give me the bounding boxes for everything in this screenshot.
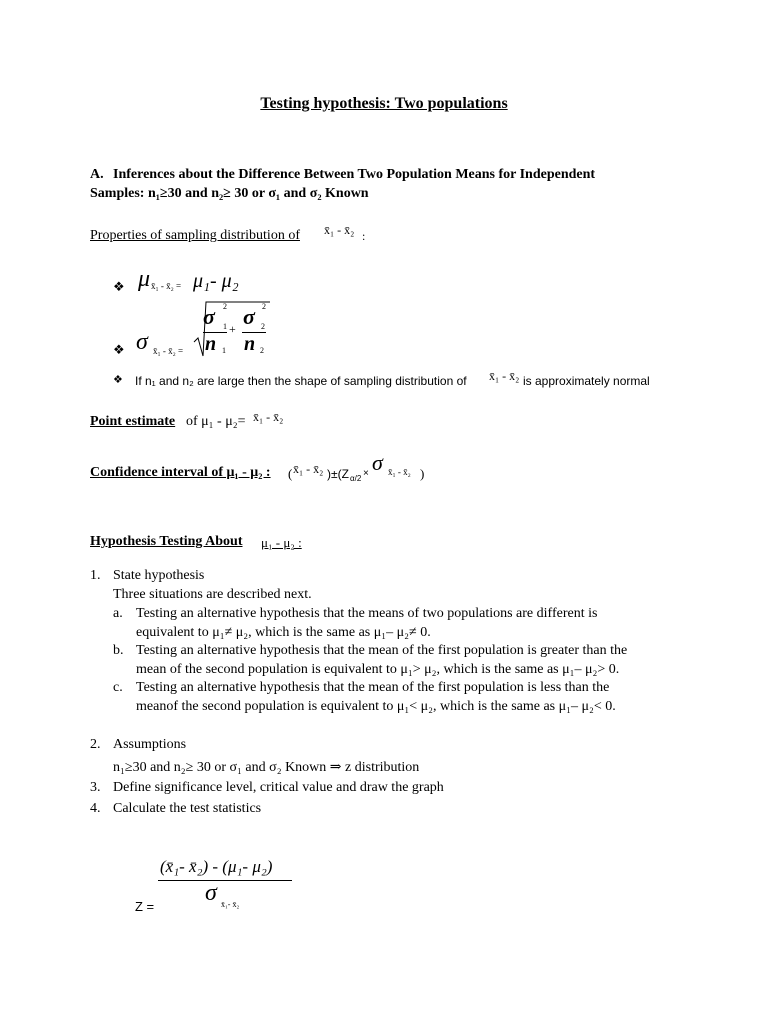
bullet-icon: ❖	[113, 279, 125, 294]
confidence-pm: )±(Z	[327, 467, 349, 481]
sigma-num2: σ	[243, 304, 255, 329]
confidence-close: )	[420, 466, 425, 481]
mean-formula-sub: x̄₁ - x̄₂ =	[151, 281, 182, 291]
step-1-number: 1.	[90, 568, 101, 583]
section-a-heading-line2: Samples: n₁≥30 and n₂≥ 30 or σ₁ and σ₂ Known	[90, 186, 369, 201]
sigma-num2-exp: 2	[262, 302, 266, 311]
bullet-icon: ❖	[113, 374, 123, 386]
sigma-num1-exp: 2	[223, 302, 227, 311]
item-a-line1: Testing an alternative hypothesis that the means of two populations are different is	[136, 606, 598, 621]
step-1-title: State hypothesis	[113, 568, 205, 583]
item-c-line1: Testing an alternative hypothesis that the mean of the first population is less than the	[136, 680, 610, 695]
confidence-z-sub: α/2	[350, 474, 362, 483]
properties-label: Properties of sampling distribution of	[90, 228, 300, 243]
item-b-line2: mean of the second population is equivalent to μ₁> μ₂, which is the same as μ₁– μ₂> 0.	[136, 662, 620, 677]
large-sample-text-a: If n₁ and n₂ are large then the shape of sampling distribution of	[135, 374, 467, 388]
sqrt-plus: +	[229, 322, 236, 336]
item-a-label: a.	[113, 606, 123, 621]
properties-symbol: x̄₁ - x̄₂	[324, 223, 355, 237]
confidence-sigma-sub: x̄₁ - x̄₂	[388, 467, 411, 477]
sigma-num1-sub: 1	[223, 322, 227, 331]
sigma-den2-sub: 2	[260, 346, 264, 355]
confidence-times: ×	[363, 468, 369, 479]
z-denominator-sub: x̄₁- x̄₂	[221, 900, 240, 909]
mean-formula-lhs: μ	[138, 266, 151, 292]
step-1-intro: Three situations are described next.	[113, 587, 312, 602]
sigma-formula-sub: x̄₁ - x̄₂ =	[153, 346, 184, 356]
confidence-label: Confidence interval of μ₁ - μ₂ :	[90, 465, 271, 480]
sigma-den1: n	[205, 333, 217, 355]
point-estimate-value: x̄₁ - x̄₂	[253, 410, 284, 424]
hypothesis-heading-tail: μ₁ - μ₂ :	[261, 535, 302, 550]
z-fraction-line	[158, 880, 292, 881]
large-sample-symbol: x̄₁ - x̄₂	[489, 369, 520, 383]
section-a-heading-line1: Inferences about the Difference Between Two Population Means for Independent	[113, 167, 596, 182]
point-estimate-text: of μ₁ - μ₂=	[186, 414, 246, 429]
item-c-label: c.	[113, 680, 123, 695]
properties-colon: :	[362, 229, 366, 243]
step-2-number: 2.	[90, 737, 101, 752]
sigma-den2: n	[244, 333, 256, 355]
sigma-den1-sub: 1	[222, 346, 226, 355]
step-3-title: Define significance level, critical value and draw the graph	[113, 780, 444, 795]
z-denominator: σ	[205, 880, 217, 906]
hypothesis-heading: Hypothesis Testing About	[90, 534, 243, 549]
item-b-label: b.	[113, 643, 124, 658]
sigma-formula-lhs: σ	[136, 329, 148, 355]
sigma-num1: σ	[203, 304, 215, 329]
item-a-line2: equivalent to μ₁≠ μ₂, which is the same as μ₁– μ₂≠ 0.	[136, 625, 431, 640]
confidence-sigma: σ	[372, 450, 383, 475]
z-numerator: (x̄₁- x̄₂) - (μ₁- μ₂)	[160, 857, 273, 876]
step-4-number: 4.	[90, 801, 101, 816]
point-estimate-label: Point estimate	[90, 414, 176, 429]
large-sample-text-b: is approximately normal	[523, 374, 650, 388]
step-3-number: 3.	[90, 780, 101, 795]
sigma-num2-sub: 2	[261, 322, 265, 331]
step-2-title: Assumptions	[113, 737, 187, 752]
step-4-title: Calculate the test statistics	[113, 801, 262, 816]
step-2-detail: n₁≥30 and n₂≥ 30 or σ₁ and σ₂ Known ⇒ z distribution	[113, 760, 420, 775]
item-c-line2: meanof the second population is equivalent to μ₁< μ₂, which is the same as μ₁– μ₂< 0.	[136, 699, 616, 714]
mean-formula-rhs: μ₁- μ₂	[193, 270, 239, 292]
item-b-line1: Testing an alternative hypothesis that the mean of the first population is greater than the	[136, 643, 628, 658]
confidence-open: (	[288, 466, 293, 481]
z-lhs: Z =	[135, 899, 155, 914]
bullet-icon: ❖	[113, 342, 125, 357]
page-title: Testing hypothesis: Two populations	[260, 95, 508, 112]
section-a-label: A.	[90, 167, 104, 182]
confidence-diff: x̄₁ - x̄₂	[293, 462, 324, 476]
